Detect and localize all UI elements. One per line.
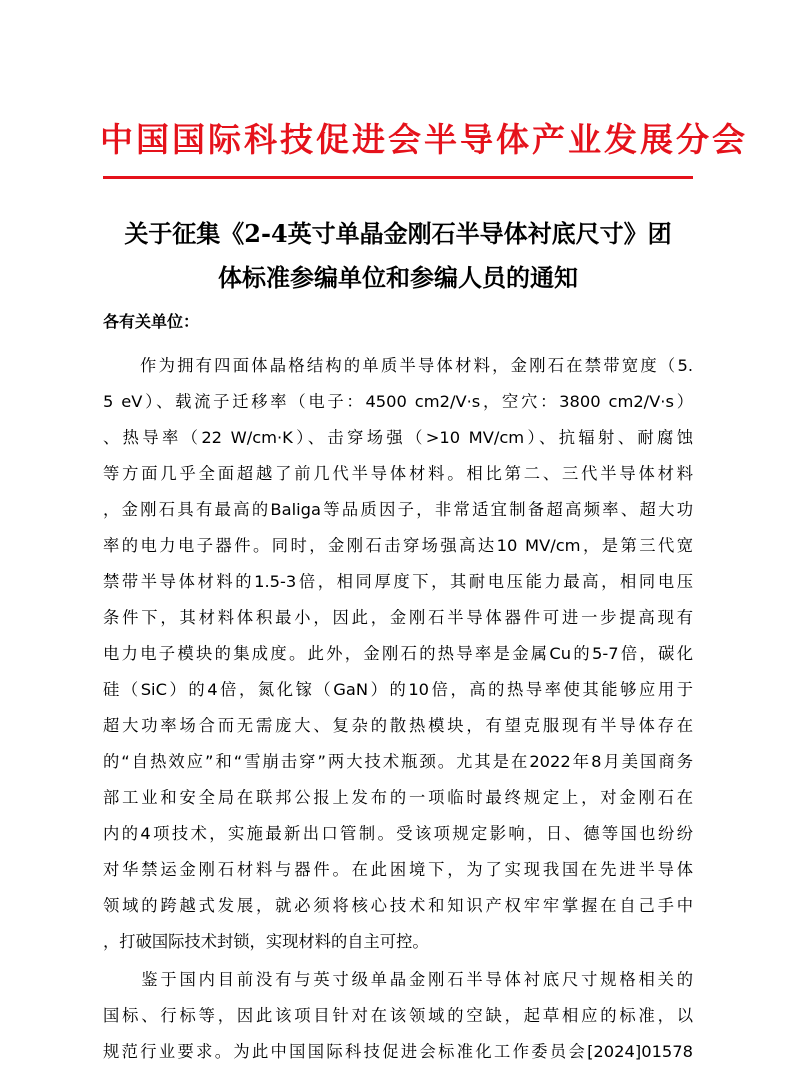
- paragraph-1-line: 电力电子模块的集成度。此外，金刚石的热导率是金属Cu的5-7倍，碳化: [103, 644, 693, 663]
- notice-title-line-1: 关于征集《2-4英寸单晶金刚石半导体衬底尺寸》团: [124, 219, 672, 248]
- header-divider: [103, 176, 693, 179]
- paragraph-1-line: 对华禁运金刚石材料与器件。在此困境下，为了实现我国在先进半导体: [103, 860, 693, 879]
- paragraph-1-line: 超大功率场合而无需庞大、复杂的散热模块，有望克服现有半导体存在: [103, 716, 693, 735]
- paragraph-1-line: ，打破国际技术封锁，实现材料的自主可控。: [103, 932, 429, 951]
- paragraph-1-line: 率的电力电子器件。同时，金刚石击穿场强高达10 MV/cm，是第三代宽: [103, 536, 693, 555]
- paragraph-1-line: 、热导率（22 W/cm·K）、击穿场强（>10 MV/cm）、抗辐射、耐腐蚀: [103, 428, 693, 447]
- paragraph-1-line: 的“自热效应”和“雪崩击穿”两大技术瓶颈。尤其是在2022年8月美国商务: [103, 752, 693, 771]
- paragraph-1-line: 部工业和安全局在联邦公报上发布的一项临时最终规定上，对金刚石在: [103, 788, 693, 807]
- notice-title-line-2: 体标准参编单位和参编人员的通知: [218, 263, 578, 292]
- paragraph-1-line: 内的4项技术，实施最新出口管制。受该项规定影响，日、德等国也纷纷: [103, 824, 693, 843]
- paragraph-1-line: 禁带半导体材料的1.5-3倍，相同厚度下，其耐电压能力最高，相同电压: [103, 572, 693, 591]
- paragraph-2-line: 鉴于国内目前没有与英寸级单晶金刚石半导体衬底尺寸规格相关的: [103, 970, 693, 989]
- paragraph-2-line: 规范行业要求。为此中国国际科技促进会标准化工作委员会[2024]01578: [103, 1042, 693, 1061]
- paragraph-1-line: 等方面几乎全面超越了前几代半导体材料。相比第二、三代半导体材料: [103, 464, 693, 483]
- paragraph-1-line: 5 eV）、载流子迁移率（电子：4500 cm2/V·s，空穴：3800 cm2/V·s）: [103, 392, 693, 411]
- paragraph-2-line: 国标、行标等，因此该项目针对在该领域的空缺，起草相应的标准，以: [103, 1006, 693, 1025]
- notice-title: [100, 212, 696, 300]
- paragraph-1-line: 领域的跨越式发展，就必须将核心技术和知识产权牢牢掌握在自己手中: [103, 896, 693, 915]
- paragraph-1-line: 硅（SiC）的4倍，氮化镓（GaN）的10倍，高的热导率使其能够应用于: [103, 680, 693, 699]
- paragraph-1-line: 条件下，其材料体积最小，因此，金刚石半导体器件可进一步提高现有: [103, 608, 693, 627]
- paragraph-1-line: 作为拥有四面体晶格结构的单质半导体材料，金刚石在禁带宽度（5.: [103, 356, 693, 375]
- paragraph-1-line: ，金刚石具有最高的Baliga等品质因子，非常适宜制备超高频率、超大功: [103, 500, 693, 519]
- organization-header: 中国国际科技促进会半导体产业发展分会: [100, 120, 748, 159]
- salutation: 各有关单位：: [103, 312, 200, 331]
